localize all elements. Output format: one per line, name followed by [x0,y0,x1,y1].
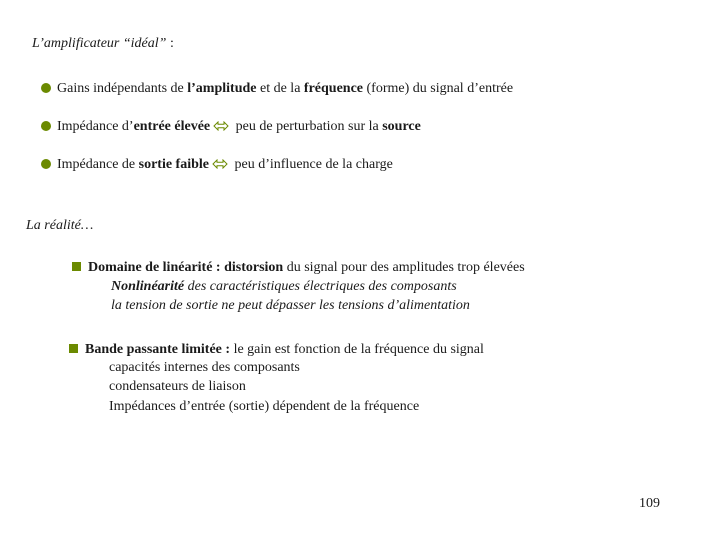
double-arrow-icon [212,159,228,169]
ideal-bullet-2 [41,119,421,135]
reality-block-1 [72,260,525,276]
block-1-sub-1-bold: Nonlinéarité [111,279,185,294]
block-2-sub-2: condensateurs de liaison [109,379,246,394]
bullet-1-text-b: et de la [256,81,304,96]
ideal-title-text: L’amplificateur “idéal” [32,36,167,51]
bullet-2-text-a: Impédance d’ [57,119,134,134]
bullet-2-text-b: peu de perturbation sur la [232,119,383,134]
block-2-sub-3: Impédances d’entrée (sortie) dépendent de la fréquence [109,399,420,414]
block-1-bold: Domaine de linéarité : distorsion [88,260,284,275]
block-1-sub-1-text: des caractéristiques électriques des composants [184,279,457,294]
bullet-2-bold-b: source [382,119,421,134]
ideal-bullet-3 [41,157,393,173]
bullet-3-text-a: Impédance de [57,157,139,172]
block-1-sub-2: la tension de sortie ne peut dépasser les tensions d’alimentation [111,298,470,313]
section-reality-title: La réalité… [26,218,94,233]
reality-block-2 [69,342,484,358]
bullet-square-icon [72,262,81,271]
block-1-text: du signal pour des amplitudes trop élevées [283,260,525,275]
bullet-3-bold-a: sortie faible [138,157,209,172]
bullet-square-icon [69,344,78,353]
block-2-sub-1: capacités internes des composants [109,360,300,375]
ideal-title-colon: : [166,36,174,51]
bullet-dot-icon [41,121,51,131]
block-2-bold: Bande passante limitée : [85,342,231,357]
block-2-text: le gain est fonction de la fréquence du signal [230,342,484,357]
bullet-1-bold-a: l’amplitude [187,81,257,96]
bullet-3-text-b: peu d’influence de la charge [231,157,393,172]
page-number: 109 [639,496,660,511]
block-1-sub-1 [111,279,457,295]
bullet-2-bold-a: entrée élevée [133,119,211,134]
bullet-dot-icon [41,83,51,93]
bullet-1-text-a: Gains indépendants de [57,81,188,96]
section-ideal-title [32,36,174,52]
bullet-1-text-c: (forme) du signal d’entrée [363,81,514,96]
double-arrow-icon [213,121,229,131]
ideal-bullet-1 [41,81,513,97]
bullet-1-bold-b: fréquence [303,81,363,96]
bullet-dot-icon [41,159,51,169]
